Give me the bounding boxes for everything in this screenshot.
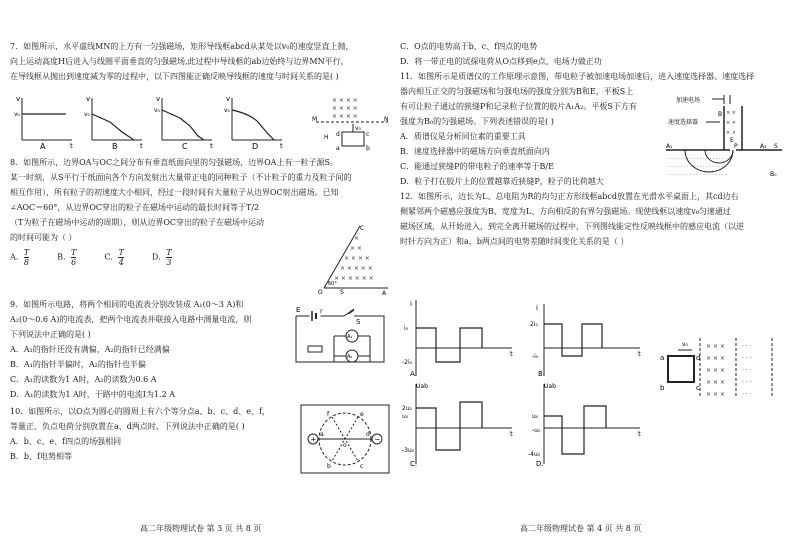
q9-line-3: 下列说法中正确的是( ) (10, 330, 91, 339)
q12-d-t: t (638, 430, 641, 438)
svg-text:× × ×: × × × (706, 367, 725, 374)
q8-option-d: D． $\frac{T}{3}$ (151, 248, 172, 267)
q7-option-d: D (252, 142, 259, 150)
svg-text:× × ×: × × × (706, 391, 725, 398)
q9-label-s: S (356, 318, 361, 326)
svg-text:· · · · · · · · · · · · · · ·: · · · · · · · · · · · · · · · · · · · (668, 172, 727, 178)
q10-minus: − (374, 435, 381, 444)
q11-label-a1: A₁ (666, 143, 673, 150)
q10-label-d: d (366, 431, 370, 438)
q7-a-t: t (70, 142, 73, 150)
q7-a-v0: v₀ (14, 111, 20, 118)
svg-text:· · ·: · · · (742, 367, 752, 374)
q12-graph-a (402, 300, 513, 378)
q8-line-6: 的时间可能为（ ） (10, 233, 77, 242)
q11-option-c: C．能通过狭缝P的带电粒子的速率等于B/E (400, 162, 554, 171)
q11-line-2: 器内相互正交的匀强磁场和匀强电场的强度分别为B和E，平板S上 (400, 87, 634, 96)
q7-label-c: c (366, 131, 370, 138)
q11-label-e: E (730, 137, 734, 144)
q11-label-b0: B₀ (770, 171, 777, 178)
q9-option-d: D．A₁的读数为1 A时，干路中的电流I为1.2 A (10, 390, 176, 399)
q11-label-a2: A₂ (760, 143, 767, 150)
q10-label-b: b (327, 463, 331, 470)
q8-line-1: 8．如图所示，边界OA与OC之间分布有垂直纸面向里的匀强磁场，边界OA上有一粒子源S。 (10, 158, 338, 167)
q7-b-v0: v₀ (84, 111, 90, 118)
q12-line-2: 侧紧邻两个磁感应强度为B、宽度为L、方向相反的有界匀强磁场。现使线框以速度v₀匀速通过 (400, 207, 731, 216)
svg-text:· · ·: · · · (742, 379, 752, 386)
svg-text:× × ×: × × × (706, 343, 725, 350)
q7-option-a: A (40, 142, 46, 150)
q9-line-2: A₂(0～0.6 A)的电流表，把两个电流表并联接入电路中测量电流，则 (10, 315, 252, 324)
svg-text:· · ·: · · · (742, 343, 752, 350)
q12-a-i: i (410, 300, 412, 308)
q9-option-c: C．A₁的读数为1 A时，A₂的读数为0.6 A (10, 375, 157, 384)
q11-line-3: 有可让粒子通过的狭缝P和记录粒子位置的胶片A₁A₂。平板S下方有 (400, 102, 637, 111)
svg-text:× × × ×: × × × × (332, 105, 358, 112)
q12-graph-b (530, 304, 641, 376)
q8-label-s: S (340, 289, 344, 296)
q9-option-b: B．A₁的指针半偏时，A₂的指针也半偏 (10, 360, 146, 369)
q7-d-v: v (226, 95, 231, 103)
q11-label-b: B (718, 111, 723, 118)
q10-option-d: D．将一带正电的试探电荷从O点移到e点，电场力做正功 (400, 57, 602, 66)
q12-a-t: t (510, 350, 513, 358)
q10-option-c: C．O点的电势高于b、c、f四点的电势 (400, 42, 538, 51)
svg-text:× × × ×: × × × × (344, 255, 370, 262)
svg-text:× × × ×: × × × × (332, 113, 358, 120)
q10-figure (300, 404, 390, 474)
q8-label-angle: 60° (328, 281, 337, 287)
q12-c-uab: Uab (416, 383, 428, 390)
q9-label-r: r (320, 308, 323, 315)
q7-line-3: 在导线框从抛出到速度减为零的过程中，以下四图能正确反映导线框的速度与时间关系的是( ) (10, 72, 339, 81)
q8-line-3: 相互作用），所有粒子的初速度大小相同，经过一段时间有大量粒子从边界OC射出磁场。已知 (10, 188, 339, 197)
q12-c-two-u0: 2u₀ (402, 405, 413, 412)
svg-text:× ×: × × (726, 110, 736, 116)
q12-figure (660, 336, 780, 400)
q10-label-f: f (327, 411, 330, 418)
q11-figure (664, 94, 784, 180)
q12-option-b: B. (538, 370, 546, 378)
q9-circuit (290, 306, 390, 372)
q12-d-mu0: -u₀ (532, 427, 541, 434)
q7-graph-c (154, 95, 213, 150)
q11-line-1: 11．如图所示是质谱仪的工作原理示意图，带电粒子被加速电场加速后，进入速度选择器。速度选择 (400, 72, 755, 81)
q10-label-a: a (320, 431, 324, 438)
q7-line-2: 向上运动高度H后进入与线圈平面垂直的匀强磁场,此过程中导线框的ab边始终与边界MN平行， (10, 57, 349, 66)
q10-option-a: A．b、c、e、f四点的场强相同 (10, 437, 122, 446)
svg-text:× × ×: × × × (706, 355, 725, 362)
q12-line-4: 时针方向为正）和a、b两点间的电势差随时间变化关系的是（ ） (400, 237, 629, 246)
q7-field-figure (312, 94, 392, 154)
svg-text:· · · · · · · · · · · · · · ·: · · · · · · · · · · · · · · · · · · · (668, 164, 727, 170)
q10-option-b: B．b、f电势相等 (10, 452, 72, 461)
q7-label-v0: v₀ (355, 125, 361, 132)
q7-c-t: t (210, 142, 213, 150)
q8-option-c: C． $\frac{T}{4}$ (104, 248, 124, 267)
svg-text:× ×: × × (726, 130, 736, 136)
q9-label-a2: A₂ (347, 354, 353, 360)
q12-option-d: D. (536, 460, 544, 468)
q12-option-a: A. (410, 370, 417, 378)
q7-b-t: t (140, 142, 143, 150)
q10-line-2: 等量正、负点电荷分别放置在a、d两点时，下列说法中正确的是( ) (10, 422, 245, 431)
q11-option-b: B．速度选择器中的磁场方向垂直纸面向内 (400, 147, 550, 156)
q12-b-t: t (638, 350, 641, 358)
q7-graph-a (14, 95, 73, 150)
q10-label-e: e (360, 411, 364, 418)
q9-line-1: 9．如图所示电路，将两个相同的电流表分别改装成 A₁(0～3 A)和 (10, 300, 244, 309)
q8-option-a: A． $\frac{T}{8}$ (10, 248, 30, 267)
q8-line-2: 某一时刻，从S平行于纸面向各个方向发射出大量带正电的同种粒子（不计粒子的重力及粒子间的 (10, 173, 352, 182)
q12-d-uab: Uab (544, 383, 556, 390)
q12-b-two-i0: 2i₀ (530, 321, 538, 328)
q11-line-4: 强度为B₀的匀强磁场。下列表述错误的是( ) (400, 117, 554, 126)
q12-label-c: c (696, 384, 700, 392)
q8-label-o: O (318, 289, 323, 296)
q11-label-selector: 速度选择器 (668, 119, 699, 126)
q7-c-v0: v₀ (154, 107, 160, 114)
q12-option-c: C. (410, 460, 418, 468)
q12-line-1: 12．如图所示，边长为L、总电阻为R的均匀正方形线框abcd放置在光滑水平桌面上，其cd边右 (400, 192, 739, 201)
q12-a-m2i0: -2i₀ (402, 359, 413, 366)
q7-label-a: a (336, 145, 340, 152)
svg-text:× ×: × × (726, 120, 736, 126)
q8-line-4: ∠AOC＝60°，从边界OC穿出的粒子在磁场中运动的最长时间等于T/2 (10, 203, 260, 212)
q12-graph-d (528, 383, 641, 468)
q11-label-accel: 加速电场 (676, 97, 701, 104)
q7-option-c: C (182, 142, 188, 150)
q12-label-b: b (660, 384, 665, 392)
q7-label-n: N (384, 116, 389, 123)
q12-c-u0: u₀ (402, 413, 409, 420)
right-footer: 高二年级物理试卷 第 4 页 共 8 页 (520, 524, 642, 533)
q7-a-v: v (16, 95, 21, 103)
q12-b-i: i (536, 304, 538, 312)
q8-label-c: C (360, 225, 365, 232)
q10-label-o: o (343, 442, 347, 449)
q12-graphs (402, 298, 652, 470)
q10-line-1: 10．如图所示，以O点为圆心的圆周上有六个等分点a、b、c、d、e、f， (10, 407, 270, 416)
q7-graph-b (84, 95, 143, 150)
q12-c-t: t (510, 430, 513, 438)
q11-label-p: P (734, 143, 738, 150)
q12-label-d: d (696, 354, 701, 362)
svg-text:· · · · · · · · · · · · · · ·: · · · · · · · · · · · · · · · · · · · (668, 156, 727, 162)
q7-d-t: t (280, 142, 283, 150)
left-page (10, 40, 382, 85)
q7-graphs (14, 92, 294, 150)
q12-b-mi0: -i₀ (532, 353, 539, 360)
svg-text:× × ×: × × × (706, 379, 725, 386)
q12-c-m3u0: -3u₀ (402, 447, 415, 454)
q7-line-1: 7．如图所示，水平虚线MN的上方有一匀强磁场，矩形导线框abcd从某处以v₀的速度竖直上抛， (10, 42, 354, 51)
q7-label-h: H (324, 134, 329, 141)
q11-option-d: D．粒子打在胶片上的位置越靠近狭缝P，粒子的比荷越大 (400, 177, 604, 186)
svg-text:· · ·: · · · (742, 391, 752, 398)
q7-c-v: v (156, 95, 161, 103)
q9-label-e: E (296, 306, 301, 314)
q12-d-m4u0: -4u₀ (528, 451, 541, 458)
q10-plus: + (310, 435, 317, 444)
q9-option-a: A．A₁的指针还没有满偏，A₂的指针已经满偏 (10, 345, 170, 354)
q11-option-a: A．质谱仪是分析同位素的重要工具 (400, 132, 526, 141)
q11-label-s: S (774, 143, 778, 150)
svg-text:· · ·: · · · (742, 355, 752, 362)
q12-line-3: 磁场区域，从开始进入，到完全离开磁场的过程中，下列图线能定性反映线框中的感应电流（以逆 (400, 222, 744, 231)
svg-text:× × × × ×: × × × × × (340, 265, 373, 272)
q8-line-5: （T为粒子在磁场中运动的周期），则从边界OC穿出的粒子在磁场中运动 (10, 218, 265, 227)
q12-label-a: a (660, 354, 665, 362)
q7-d-v0: v₀ (224, 107, 230, 114)
q7-graph-d (224, 95, 283, 150)
q9-label-a1: A₁ (347, 334, 353, 340)
q8-option-b: B． $\frac{T}{6}$ (57, 248, 77, 267)
q12-label-v0: v₀ (682, 341, 688, 348)
q7-label-b: b (366, 145, 370, 152)
left-footer: 高二年级物理试卷 第 3 页 共 8 页 (140, 524, 262, 533)
svg-text:×: × (354, 235, 360, 242)
q8-label-a: A (382, 290, 387, 296)
q7-option-b: B (112, 142, 118, 150)
q12-graph-c (402, 383, 513, 468)
svg-text:× ×: × × (350, 245, 362, 252)
q8-figure (318, 222, 390, 296)
svg-text:× × × ×: × × × × (332, 97, 358, 104)
svg-text:× × × × × ×: × × × × × × (334, 275, 374, 282)
q7-label-d: d (336, 131, 340, 138)
q7-label-m: M (312, 116, 318, 123)
q12-a-i0: i₀ (404, 325, 409, 332)
q7-b-v: v (86, 95, 91, 103)
q10-label-c: c (360, 463, 364, 470)
q12-d-u0: u₀ (532, 413, 539, 420)
